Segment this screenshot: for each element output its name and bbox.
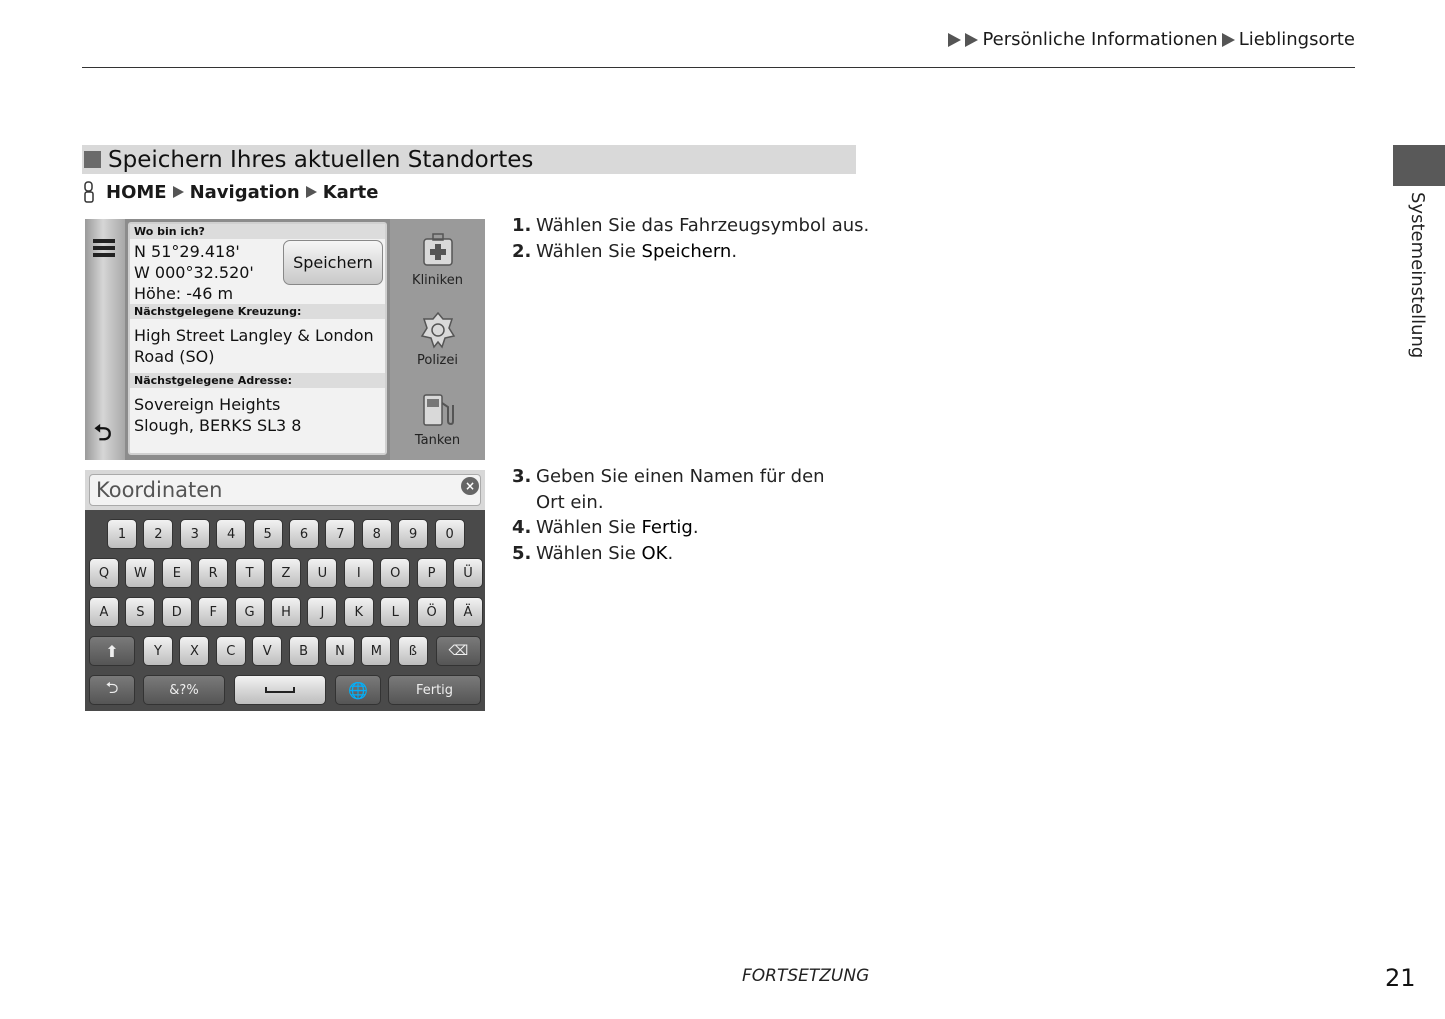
key-5[interactable]: 5: [253, 519, 283, 549]
intersection-header: Nächstgelegene Kreuzung:: [130, 304, 385, 319]
key-Ö[interactable]: Ö: [417, 597, 447, 627]
address-line: Sovereign Heights: [134, 395, 281, 414]
menu-icon[interactable]: [93, 239, 115, 257]
step-item: [512, 464, 842, 515]
step-item: [512, 541, 842, 567]
step-number: 3.: [512, 466, 532, 487]
longitude: W 000°32.520': [134, 263, 254, 282]
key-Q[interactable]: Q: [89, 558, 119, 588]
done-key-label: Fertig: [415, 682, 454, 698]
page-number: 21: [1385, 964, 1416, 992]
key-P[interactable]: P: [417, 558, 447, 588]
breadcrumb-arrow-icon: [965, 33, 978, 47]
key-V[interactable]: V: [252, 636, 282, 666]
key-W[interactable]: W: [125, 558, 155, 588]
nearby-categories: [390, 219, 485, 460]
save-button[interactable]: Speichern: [283, 240, 383, 285]
key-B[interactable]: B: [289, 636, 319, 666]
category-label: Tanken: [414, 433, 461, 448]
globe-icon: 🌐: [348, 680, 368, 700]
back-arrow-icon: ⮌: [105, 677, 119, 697]
step-item: [512, 515, 842, 541]
back-icon[interactable]: ⮌: [94, 421, 112, 446]
category-fuel[interactable]: [390, 391, 485, 448]
step-number: 1.: [512, 215, 532, 236]
key-Z[interactable]: Z: [271, 558, 301, 588]
intersection-line: High Street Langley & London: [134, 326, 374, 345]
space-bar-icon: [265, 687, 295, 693]
chapter-tab-marker: [1393, 145, 1445, 186]
nav-path: [82, 181, 378, 203]
step-item: [512, 239, 869, 265]
language-key[interactable]: [335, 675, 381, 705]
key-J[interactable]: J: [307, 597, 337, 627]
step-number: 2.: [512, 240, 532, 262]
category-police[interactable]: [390, 311, 485, 368]
key-6[interactable]: 6: [289, 519, 319, 549]
key-T[interactable]: T: [235, 558, 265, 588]
continuation-label: FORTSETZUNG: [742, 966, 870, 986]
key-9[interactable]: 9: [398, 519, 428, 549]
key-4[interactable]: 4: [216, 519, 246, 549]
key-3[interactable]: 3: [180, 519, 210, 549]
key-X[interactable]: X: [179, 636, 209, 666]
step-number: 4.: [512, 517, 532, 538]
input-bar: [85, 470, 485, 510]
backspace-key[interactable]: [436, 636, 481, 666]
menu-path-icon: [82, 181, 96, 203]
breadcrumb-item: Lieblingsorte: [1238, 29, 1355, 50]
where-am-i-screenshot: [85, 219, 485, 460]
steps-group-1: [512, 213, 869, 264]
key-Ä[interactable]: Ä: [453, 597, 483, 627]
key-M[interactable]: M: [361, 636, 391, 666]
breadcrumb: [948, 29, 1355, 50]
breadcrumb-item: Persönliche Informationen: [982, 29, 1218, 50]
key-G[interactable]: G: [235, 597, 265, 627]
key-I[interactable]: I: [344, 558, 374, 588]
header-divider: [82, 67, 1355, 68]
nav-path-item: HOME: [106, 181, 167, 203]
step-emphasis: Fertig: [641, 517, 693, 538]
key-K[interactable]: K: [344, 597, 374, 627]
nav-path-item: Karte: [322, 181, 379, 203]
nav-path-arrow-icon: [173, 186, 184, 198]
step-text-after: .: [731, 240, 738, 262]
key-D[interactable]: D: [162, 597, 192, 627]
key-U[interactable]: U: [307, 558, 337, 588]
symbols-key[interactable]: [143, 675, 225, 705]
shift-arrow-icon: ⬆: [105, 641, 119, 661]
space-key[interactable]: [234, 675, 326, 705]
step-text-after: .: [692, 517, 699, 538]
police-badge-icon: [420, 311, 456, 349]
key-R[interactable]: R: [198, 558, 228, 588]
keyboard-screenshot: [85, 470, 485, 711]
section-heading: [82, 145, 856, 174]
intersection-line: Road (SO): [134, 347, 215, 366]
section-square-icon: [84, 151, 101, 168]
key-0[interactable]: 0: [435, 519, 465, 549]
done-key[interactable]: [388, 675, 481, 705]
step-text: Wählen Sie das Fahrzeugsymbol aus.: [536, 215, 870, 236]
name-input[interactable]: Koordinaten: [89, 474, 481, 506]
key-O[interactable]: O: [380, 558, 410, 588]
breadcrumb-arrow-icon: [948, 33, 961, 47]
step-text: Wählen Sie: [536, 542, 642, 564]
key-C[interactable]: C: [216, 636, 246, 666]
chapter-tab-label: Systemeinstellung: [1407, 192, 1428, 359]
key-L[interactable]: L: [380, 597, 410, 627]
key-H[interactable]: H: [271, 597, 301, 627]
steps-group-2: [512, 464, 842, 566]
nav-path-item: Navigation: [189, 181, 300, 203]
back-key[interactable]: [89, 675, 135, 705]
shift-key[interactable]: [89, 636, 135, 666]
clear-input-icon[interactable]: ×: [461, 477, 479, 495]
category-label: Kliniken: [412, 273, 463, 288]
nav-path-arrow-icon: [306, 186, 317, 198]
fuel-pump-icon: [420, 391, 456, 429]
step-emphasis: Speichern: [641, 240, 732, 262]
key-E[interactable]: E: [162, 558, 192, 588]
where-header: Wo bin ich?: [130, 224, 385, 239]
key-Y[interactable]: Y: [143, 636, 173, 666]
step-number: 5.: [512, 542, 532, 564]
key-S[interactable]: S: [125, 597, 155, 627]
address-line: Slough, BERKS SL3 8: [134, 416, 302, 435]
key-8[interactable]: 8: [362, 519, 392, 549]
step-text-after: .: [667, 542, 674, 564]
step-emphasis: OK: [641, 542, 668, 564]
key-ß[interactable]: ß: [398, 636, 428, 666]
category-label: Polizei: [417, 353, 458, 368]
key-N[interactable]: N: [325, 636, 355, 666]
key-2[interactable]: 2: [143, 519, 173, 549]
symbols-key-label: &?%: [169, 682, 199, 698]
step-text: Wählen Sie: [536, 517, 642, 538]
section-title: Speichern Ihres aktuellen Standortes: [108, 146, 534, 173]
address-header: Nächstgelegene Adresse:: [130, 373, 385, 388]
key-Ü[interactable]: Ü: [453, 558, 483, 588]
step-item: [512, 213, 869, 239]
key-F[interactable]: F: [198, 597, 228, 627]
elevation: Höhe: -46 m: [134, 284, 234, 303]
category-hospitals[interactable]: [390, 231, 485, 288]
step-text: Geben Sie einen Namen für den Ort ein.: [536, 466, 825, 513]
step-text: Wählen Sie: [536, 240, 642, 262]
first-aid-kit-icon: [420, 231, 456, 269]
key-A[interactable]: A: [89, 597, 119, 627]
latitude: N 51°29.418': [134, 242, 240, 261]
key-7[interactable]: 7: [325, 519, 355, 549]
key-1[interactable]: 1: [107, 519, 137, 549]
backspace-icon: ⌫: [448, 643, 469, 659]
breadcrumb-arrow-icon: [1222, 33, 1235, 47]
